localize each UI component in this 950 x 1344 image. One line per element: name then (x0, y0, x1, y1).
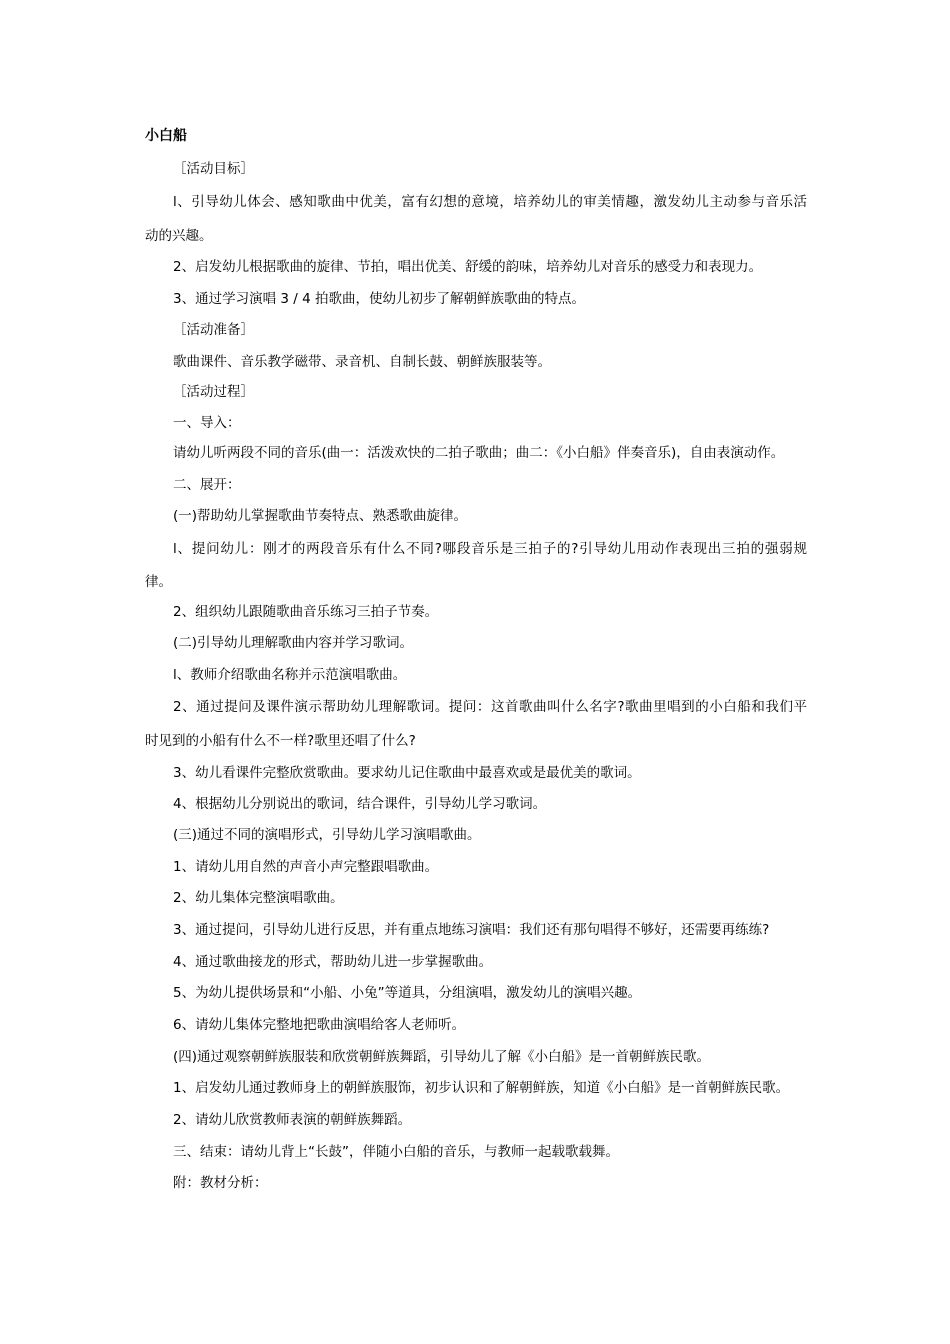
paragraph-line: 1、请幼儿用自然的声音小声完整跟唱歌曲。 (173, 859, 439, 875)
paragraph-line: l、提问幼儿：刚才的两段音乐有什么不同?哪段音乐是三拍子的?引导幼儿用动作表现出三拍的强弱规 (173, 541, 807, 557)
paragraph-line: (二)引导幼儿理解歌曲内容并学习歌词。 (173, 635, 414, 651)
paragraph-line: 歌曲课件、音乐教学磁带、录音机、自制长鼓、朝鲜族服装等。 (173, 354, 551, 370)
paragraph-line: 一、导入： (173, 415, 241, 431)
paragraph-line: 三、结束：请幼儿背上“长鼓”，伴随小白船的音乐，与教师一起载歌载舞。 (173, 1144, 619, 1160)
paragraph-line: 动的兴趣。 (145, 228, 213, 244)
paragraph-line: 2、启发幼儿根据歌曲的旋律、节拍，唱出优美、舒缓的韵味，培养幼儿对音乐的感受力和表现力。 (173, 259, 763, 275)
paragraph-line: 3、通过学习演唱 3 / 4 拍歌曲，使幼儿初步了解朝鲜族歌曲的特点。 (173, 291, 585, 307)
paragraph-line: 时见到的小船有什么不一样?歌里还唱了什么? (145, 733, 416, 749)
document-title: 小白船 (145, 128, 187, 144)
paragraph-line: 3、通过提问，引导幼儿进行反思，并有重点地练习演唱：我们还有那句唱得不够好，还需要再练练? (173, 922, 770, 938)
paragraph-line: 4、通过歌曲接龙的形式，帮助幼儿进一步掌握歌曲。 (173, 954, 493, 970)
paragraph-line: 3、幼儿看课件完整欣赏歌曲。要求幼儿记住歌曲中最喜欢或是最优美的歌词。 (173, 765, 641, 781)
section-heading-goals: ［活动目标］ (173, 161, 254, 177)
paragraph-line: (三)通过不同的演唱形式，引导幼儿学习演唱歌曲。 (173, 827, 481, 843)
paragraph-line: 附：教材分析： (173, 1175, 268, 1191)
paragraph-line: 律。 (145, 574, 172, 590)
paragraph-line: 4、根据幼儿分别说出的歌词，结合课件，引导幼儿学习歌词。 (173, 796, 547, 812)
paragraph-line: (四)通过观察朝鲜族服装和欣赏朝鲜族舞蹈，引导幼儿了解《小白船》是一首朝鲜族民歌。 (173, 1049, 711, 1065)
paragraph-line: l、引导幼儿体会、感知歌曲中优美，富有幻想的意境，培养幼儿的审美情趣，激发幼儿主动参与音乐活 (173, 194, 807, 210)
paragraph-line: 2、幼儿集体完整演唱歌曲。 (173, 890, 344, 906)
paragraph-line: 请幼儿听两段不同的音乐(曲一：活泼欢快的二拍子歌曲；曲二：《小白船》伴奏音乐)，自由表演动作。 (173, 445, 785, 461)
paragraph-line: 2、组织幼儿跟随歌曲音乐练习三拍子节奏。 (173, 604, 439, 620)
paragraph-line: 二、展开： (173, 477, 241, 493)
paragraph-line: l、教师介绍歌曲名称并示范演唱歌曲。 (173, 667, 407, 683)
paragraph-line: (一)帮助幼儿掌握歌曲节奏特点、熟悉歌曲旋律。 (173, 508, 468, 524)
paragraph-line: 5、为幼儿提供场景和“小船、小兔”等道具，分组演唱，激发幼儿的演唱兴趣。 (173, 985, 642, 1001)
paragraph-line: 1、启发幼儿通过教师身上的朝鲜族服饰，初步认识和了解朝鲜族，知道《小白船》是一首朝鲜族民歌。 (173, 1080, 790, 1096)
section-heading-process: ［活动过程］ (173, 384, 254, 400)
paragraph-line: 2、请幼儿欣赏教师表演的朝鲜族舞蹈。 (173, 1112, 412, 1128)
paragraph-line: 2、通过提问及课件演示帮助幼儿理解歌词。提问：这首歌曲叫什么名字?歌曲里唱到的小白船和我们平 (173, 699, 807, 715)
section-heading-preparation: ［活动准备］ (173, 322, 254, 338)
paragraph-line: 6、请幼儿集体完整地把歌曲演唱给客人老师听。 (173, 1017, 466, 1033)
